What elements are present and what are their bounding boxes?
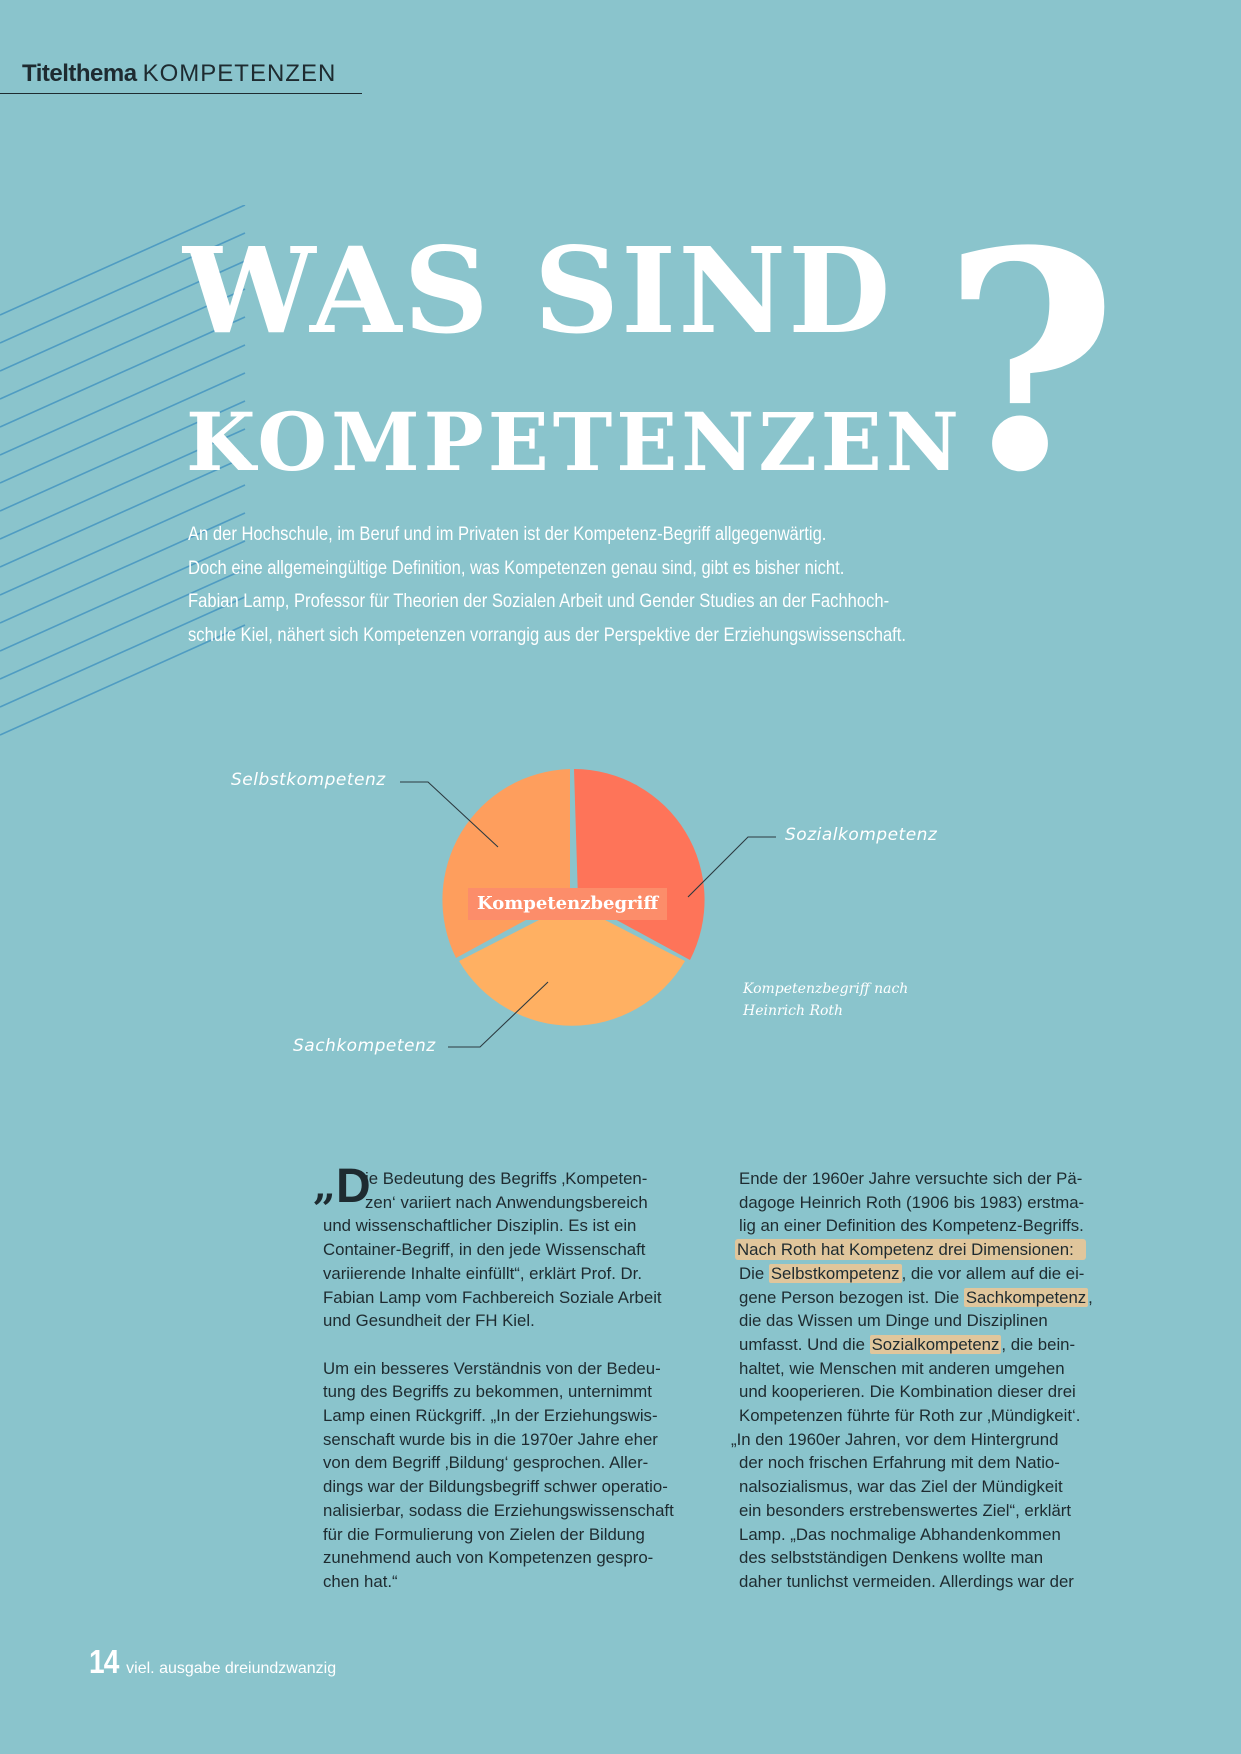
text-line: zunehmend auch von Kompetenzen gespro- <box>323 1548 654 1568</box>
headline-line-1: WAS SIND <box>183 221 893 360</box>
text-line: Ende der 1960er Jahre versuchte sich der Pä- <box>739 1169 1083 1188</box>
dropcap-letter: D <box>336 1160 371 1213</box>
text-fragment: gene Person bezogen ist. Die <box>739 1287 964 1307</box>
text-line: Lamp. „Das nochmalige Abhandenkommen <box>739 1524 1061 1544</box>
text-line: daher tunlichst vermeiden. Allerdings war der <box>739 1571 1074 1591</box>
section-topic: KOMPETENZEN <box>142 60 337 87</box>
text-line <box>739 1238 1131 1262</box>
lead-line: An der Hochschule, im Beruf und im Privaten ist der Kompetenz-Begriff allgegenwärtig. <box>188 524 827 545</box>
text-line: und wissenschaftlicher Disziplin. Es ist ein <box>323 1216 637 1236</box>
highlight-sachkompetenz: Sachkompetenz <box>965 1287 1087 1307</box>
section-label: Titelthema <box>22 60 137 87</box>
page-footer <box>89 1643 336 1681</box>
header-rule <box>0 93 362 94</box>
highlight-selbstkompetenz: Selbstkompetenz <box>770 1263 900 1283</box>
text-line: dagoge Heinrich Roth (1906 bis 1983) erstma- <box>739 1192 1085 1212</box>
text-line: senschaft wurde bis in die 1970er Jahre eher <box>323 1429 658 1449</box>
text-line: Container-Begriff, in den jede Wissenschaft <box>323 1240 646 1260</box>
label-sachkompetenz: Sachkompetenz <box>293 1036 436 1056</box>
diagram-caption <box>743 978 943 1022</box>
text-fragment: , die vor allem auf die ei- <box>901 1263 1085 1283</box>
article-column-left <box>323 1167 713 1594</box>
text-line: Lamp einen Rückgriff. „In der Erziehungswis- <box>323 1406 658 1426</box>
dropcap-quote: „ <box>313 1163 337 1210</box>
text-line: tung des Begriffs zu bekommen, unternimmt <box>323 1382 652 1402</box>
text-line <box>739 1333 1131 1357</box>
text-fragment: , die bein- <box>1001 1334 1076 1354</box>
text-line: ein besonders erstrebenswertes Ziel“, erklärt <box>739 1500 1072 1520</box>
headline-question-mark: ? <box>942 185 1118 538</box>
lead-line: Fabian Lamp, Professor für Theorien der Sozialen Arbeit und Gender Studies an der Fachhoch- <box>188 591 890 612</box>
text-line: variierende Inhalte einfüllt“, erklärt Prof. Dr. <box>323 1263 642 1283</box>
diagram-center-label: Kompetenzbegriff <box>468 888 667 920</box>
text-line: und kooperieren. Die Kombination dieser drei <box>739 1382 1076 1402</box>
text-line: Fabian Lamp vom Fachbereich Soziale Arbeit <box>323 1287 662 1307</box>
text-line: chen hat.“ <box>323 1571 398 1591</box>
section-header <box>22 60 336 88</box>
text-line: nalisierbar, sodass die Erziehungswissenschaft <box>323 1500 674 1520</box>
headline-line-2: KOMPETENZEN <box>186 395 963 489</box>
highlight-dimensions: Nach Roth hat Kompetenz drei Dimensionen: <box>735 1239 1086 1260</box>
text-line: haltet, wie Menschen mit anderen umgehen <box>739 1358 1065 1378</box>
text-line: und Gesundheit der FH Kiel. <box>323 1311 535 1331</box>
caption-line: Heinrich Roth <box>743 1003 844 1019</box>
highlight-sozialkompetenz: Sozialkompetenz <box>871 1334 1000 1354</box>
text-fragment: Die <box>739 1263 769 1283</box>
text-line <box>739 1262 1131 1286</box>
text-line: für die Formulierung von Zielen der Bildung <box>323 1524 645 1544</box>
text-line: von dem Begriff ‚Bildung‘ gesprochen. Aller- <box>323 1453 649 1473</box>
text-line <box>739 1286 1131 1310</box>
caption-line: Kompetenzbegriff nach <box>743 981 909 997</box>
text-fragment: umfasst. Und die <box>739 1334 870 1354</box>
text-line: nalsozialismus, war das Ziel der Mündigkeit <box>739 1477 1063 1497</box>
label-sozialkompetenz: Sozialkompetenz <box>785 825 938 845</box>
text-fragment: , <box>1088 1287 1093 1307</box>
lead-line: Doch eine allgemeingültige Definition, was Kompetenzen genau sind, gibt es bisher nicht. <box>188 557 845 579</box>
paragraph-gap <box>323 1333 713 1357</box>
article-column-right <box>731 1167 1131 1594</box>
text-line: die das Wissen um Dinge und Disziplinen <box>739 1311 1048 1331</box>
text-line: „In den 1960er Jahren, vor dem Hintergrund <box>731 1429 1059 1449</box>
text-line: zen‘ variiert nach Anwendungsbereich <box>365 1192 648 1212</box>
publication-name: viel. ausgabe dreiundzwanzig <box>126 1660 337 1677</box>
label-selbstkompetenz: Selbstkompetenz <box>231 770 386 790</box>
text-line: ie Bedeutung des Begriffs ‚Kompeten- <box>365 1169 648 1188</box>
lead-line: schule Kiel, nähert sich Kompetenzen vorrangig aus der Perspektive der Erziehungswissenschaft. <box>188 624 907 646</box>
text-line: lig an einer Definition des Kompetenz-Begriffs. <box>739 1216 1084 1236</box>
text-line: dings war der Bildungsbegriff schwer operatio- <box>323 1477 668 1497</box>
text-line: des selbstständigen Denkens wollte man <box>739 1548 1044 1568</box>
text-line: Um ein besseres Verständnis von der Bedeu- <box>323 1358 661 1378</box>
text-line: der noch frischen Erfahrung mit dem Natio- <box>739 1453 1060 1473</box>
text-line: Kompetenzen führte für Roth zur ‚Mündigkeit‘. <box>739 1406 1081 1426</box>
lead-paragraph <box>188 518 928 652</box>
page-number: 14 <box>89 1643 119 1680</box>
